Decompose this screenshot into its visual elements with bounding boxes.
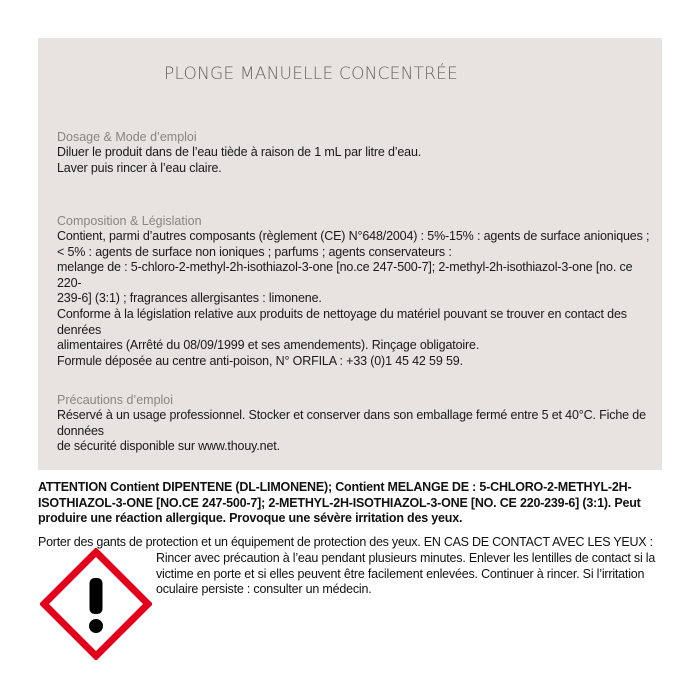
section-heading: Composition & Législation: [57, 214, 202, 228]
text-line: alimentaires (Arrêté du 08/09/1999 et ses amendements). Rinçage obligatoire.: [57, 338, 480, 353]
text-line: Réservé à un usage professionnel. Stocker et conserver dans son emballage fermé entre 5 et 40°C. Fiche de données: [57, 408, 646, 438]
section-heading: Dosage & Mode d’emploi: [57, 130, 197, 144]
text-line: melange de : 5-chloro-2-methyl-2h-isothiazol-3-one [no.ce 247-500-7]; 2-methyl-2h-isothiazol-3-one [no. ce 220-: [57, 260, 633, 290]
text-line: de sécurité disponible sur www.thouy.net.: [57, 439, 280, 454]
text-line: Formule déposée au centre anti-poison, N° ORFILA : +33 (0)1 45 42 59 59.: [57, 353, 463, 368]
section-dosage: [57, 130, 655, 176]
section-body: [57, 145, 655, 176]
section-body: [57, 229, 655, 369]
text-line: Conforme à la législation relative aux produits de nettoyage du matériel pouvant se trouver en contact des denrées: [57, 306, 627, 337]
section-heading: Précautions d’emploi: [57, 393, 174, 407]
precaution-statement: Porter des gants de protection et un équipement de protection des yeux. EN CAS DE CONTACT AVEC LES YEUX :: [38, 535, 653, 549]
section-precautions: [57, 393, 655, 455]
exclamation-mark-hazard-icon: [40, 548, 152, 660]
section-body: [57, 408, 655, 455]
text-line: victime en porte et si elles peuvent être facilement enlevées. Continuer à rincer. Si l’irritation: [156, 566, 645, 581]
text-line: < 5% : agents de surface non ioniques ; parfums ; agents conservateurs :: [57, 244, 452, 259]
product-title: PLONGE MANUELLE CONCENTRÉE: [164, 64, 458, 84]
text-line: ATTENTION Contient DIPENTENE (DL-LIMONENE); Contient MELANGE DE : 5-CHLORO-2-METHYL-2H-: [38, 480, 632, 494]
text-line: Laver puis rincer à l’eau claire.: [57, 160, 222, 175]
text-line: Contient, parmi d’autres composants (règlement (CE) N°648/2004) : 5%-15% : agents de surface anioniques ;: [57, 229, 650, 243]
text-line: 239-6] (3:1) ; fragrances allergisantes : limonene.: [57, 291, 322, 306]
product-label-panel: [38, 38, 662, 470]
text-line: produire une réaction allergique. Provoque une sévère irritation des yeux.: [38, 511, 463, 526]
section-composition: [57, 214, 655, 369]
text-line: Rincer avec précaution à l’eau pendant plusieurs minutes. Enlever les lentilles de contact si la: [156, 551, 656, 565]
text-line: ISOTHIAZOL-3-ONE [NO.CE 247-500-7]; 2-METHYL-2H-ISOTHIAZOL-3-ONE [NO. CE 220-239-6] (3:1). Peut: [38, 495, 641, 510]
text-line: Diluer le produit dans de l’eau tiède à raison de 1 mL par litre d’eau.: [57, 145, 422, 159]
hazard-statement: [38, 480, 662, 527]
text-line: oculaire persiste : consulter un médecin.: [156, 582, 372, 597]
first-aid-statement: [156, 551, 666, 598]
